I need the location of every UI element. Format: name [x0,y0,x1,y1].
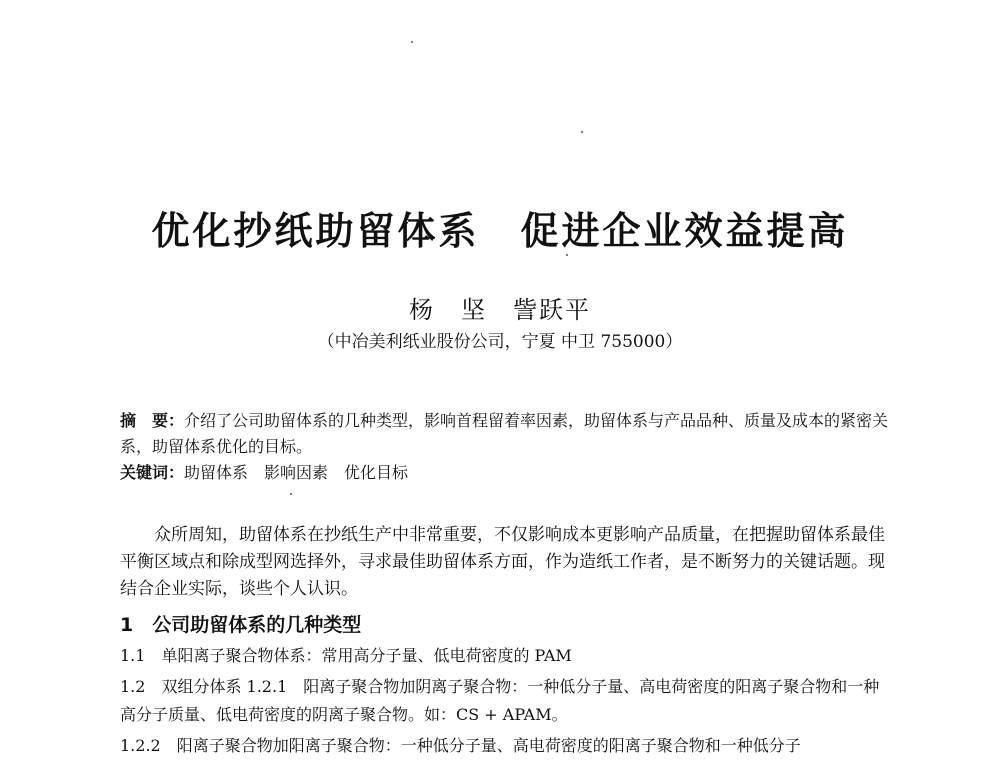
subsection-1-2-text: 1.2 双组分体系 1.2.1 阳离子聚合物加阴离子聚合物：一种低分子量、高电荷密度的阳离子聚合物和一种高分子质量、低电荷密度的阴离子聚合物。如：CS + APAM。 [120,677,880,724]
keywords-label: 关键词： [120,463,185,482]
keywords [120,460,890,486]
paper-title: 优化抄纸助留体系 促进企业效益提高 [151,208,849,253]
scan-speck [411,41,413,43]
section-heading-1: 1 公司助留体系的几种类型 [120,614,362,636]
abstract [120,408,890,460]
subsection-1-2-2 [120,732,890,760]
scan-speck [290,493,292,495]
abstract-block [120,408,890,486]
subsection-1-2 [120,673,890,729]
subsection-1-1 [120,642,890,670]
subsection-1-1-text: 1.1 单阳离子聚合物体系：常用高分子量、低电荷密度的 PAM [120,646,572,665]
paper-affiliation: （中冶美利纸业股份公司，宁夏 中卫 755000） [317,332,683,352]
scan-speck [581,131,583,133]
abstract-label: 摘 要： [120,411,185,430]
intro-paragraph: 众所周知，助留体系在抄纸生产中非常重要，不仅影响成本更影响产品质量，在把握助留体系最佳平衡区域点和除成型网选择外，寻求最佳助留体系方面，作为造纸工作者，是不断努力的关键话题。现结合企业实际，谈些个人认识。 [120,525,885,599]
keywords-text: 助留体系 影响因素 优化目标 [184,463,409,482]
paper-authors: 杨 坚 訾跃平 [409,296,591,324]
abstract-text: 介绍了公司助留体系的几种类型，影响首程留着率因素，助留体系与产品品种、质量及成本的紧密关系，助留体系优化的目标。 [120,411,889,456]
intro-block [120,522,890,603]
subsection-1-2-2-text: 1.2.2 阳离子聚合物加阳离子聚合物：一种低分子量、高电荷密度的阳离子聚合物和一种低分子 [120,736,801,755]
